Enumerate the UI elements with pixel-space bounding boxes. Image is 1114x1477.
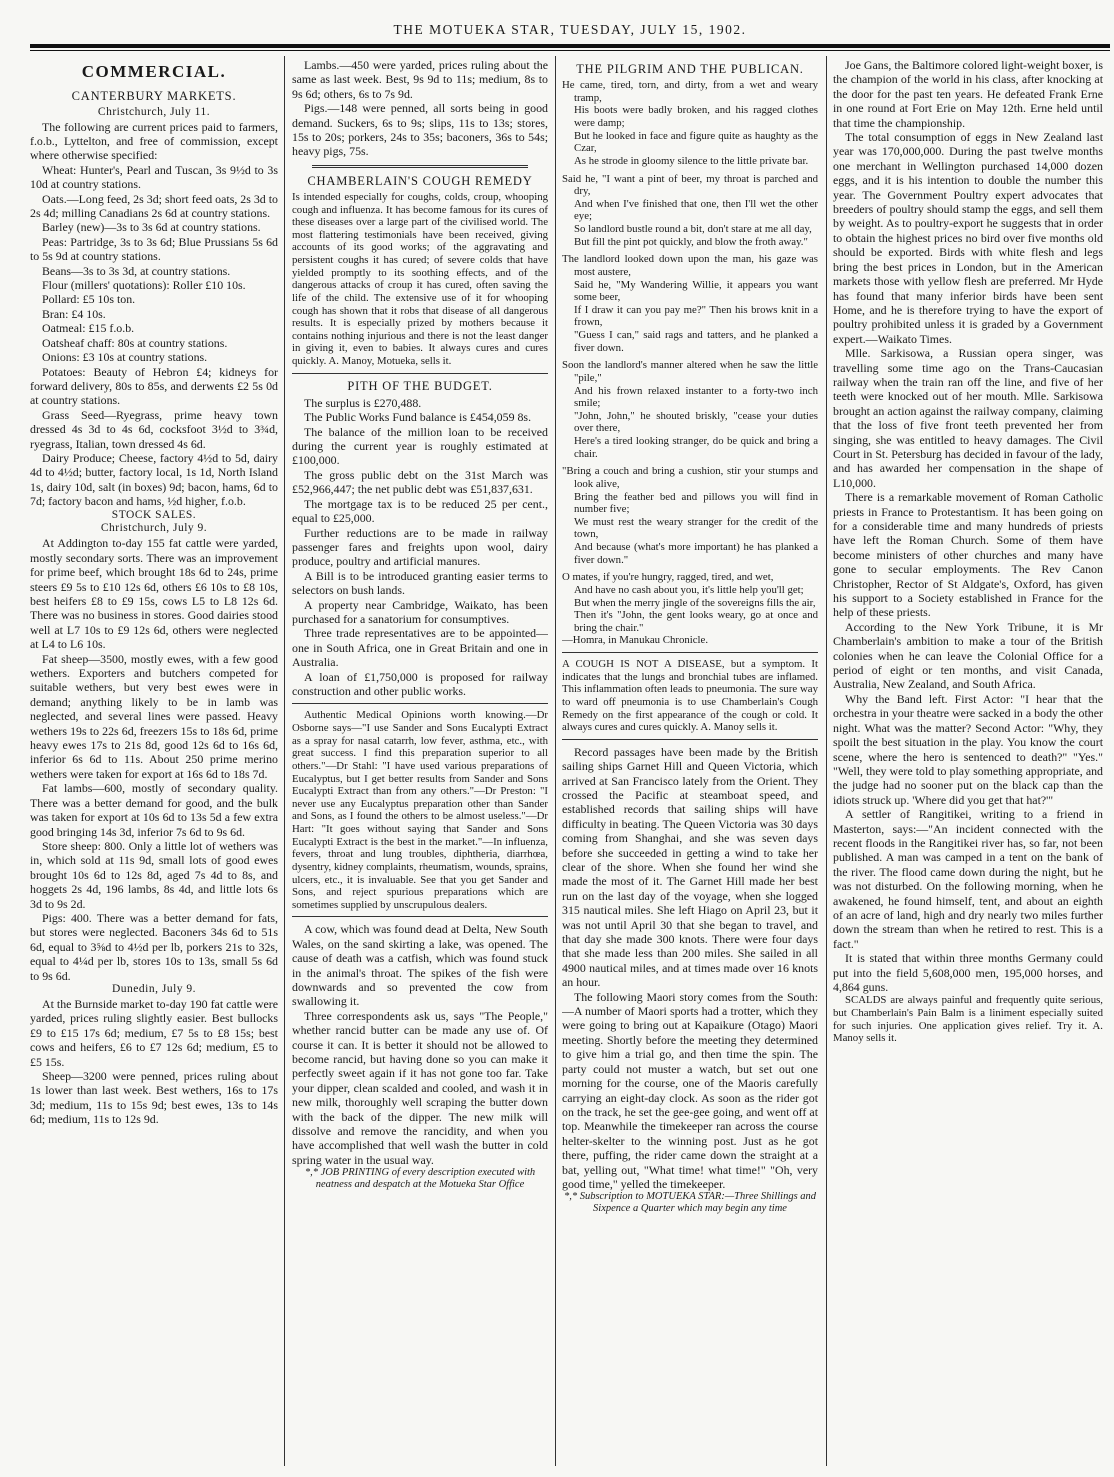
headline: STOCK SALES. [111, 508, 197, 521]
paragraph: Pigs: 400. There was a better demand for fats, but stores were neglected. Baconers 34s 6d to 51s 6d, equal to 3⅝d to 4½d per lb, porkers 21s to 32s, equal to 4¼d per lb, stores 10s to 13s, small 5s 6d to 9s 6d. [30, 910, 278, 983]
paragraph: Lambs.—450 were yarded, prices ruling about the same as last week. Best, 9s 9d to 11s; medium, 8s to 9s 6d; others, 6s to 7s 9d. [292, 58, 548, 101]
paragraph: Store sheep: 800. Only a little lot of wethers was in, which sold at 11s 9d, small lots of good ewes brought 10s 6d to 12s 8d, aged 7s 4d to 8s, and hoggets 2s 4d, 196 lambs, 8s 4d, and little lots 6s 3d to 9s 2d. [30, 838, 278, 911]
paragraph: The mortgage tax is to be reduced 25 per cent., equal to £25,000. [292, 496, 548, 526]
divider [562, 652, 818, 653]
column-divider [555, 56, 556, 1466]
divider [292, 373, 548, 374]
paragraph: Record passages have been made by the British sailing ships Garnet Hill and Queen Victoria, which arrived at San Francisco lately from the Orient. They crossed the Pacific at steamboat speed, and established records that sailing ships will have difficulty in beating. The Queen Victoria was 30 days coming from Shanghai, and she was seven days before she succeeded in getting a wind to take her clear of the shore. When she found her wind she made the most of it. The Garnet Hill made her best run on the last day of the voyage, when she logged 315 nautical miles. She left Hiago on April 23, but it was not until April 30 that she began to travel, and that day she made 300 knots. There were four days that she made less than 200 miles. She sailed in all 4900 nautical miles, and at times made over 16 knots an hour. [562, 744, 818, 990]
paragraph: Beans—3s to 3s 3d, at country stations. [42, 263, 231, 278]
paragraph: Sheep—3200 were penned, prices ruling about 1s lower than last week. Best wethers, 16s to 17s 3d; medium, 11s to 15s 9d; best ewes, 13s to 14s 6d; medium, 11s to 12s 9d. [30, 1068, 278, 1127]
paragraph: Peas: Partridge, 3s to 3s 6d; Blue Prussians 5s 6d to 5s 9d at country stations. [30, 234, 278, 264]
poem-stanza: Said he, "I want a pint of beer, my throat is parched and dry, And when I've finished that one, then I'll wet the other eye; So landlord bustle round a bit, don't stare at me all day, But fill the pint pot quickly, and blow the froth away." [562, 172, 818, 248]
paragraph: There is a remarkable movement of Roman Catholic priests in France to Protestantism. It has been going on for a considerable time and many hundreds of priests have left the Roman Church. Some of them have become ministers of other churches and many have gone to secular employments. The Rev Canon Christopher, Rector of St Aldgate's, Oxford, has given his support to a Society established in France for the help of these priests. [833, 490, 1103, 620]
masthead: THE MOTUEKA STAR, TUESDAY, JULY 15, 1902. [393, 22, 747, 37]
divider [292, 703, 548, 704]
paragraph: At Addington to-day 155 fat cattle were yarded, mostly secondary sorts. There was an improvement for prime beef, which brought 18s 6d to 24s, prime steers £9 5s to £10 12s 6d, others £6 10s to £8 10s, best heifers £8 to £9 15s, cows L5 to L8 12s 6d. There was no business in stores. Good dairies stood well at L7 10s to £9 12s 6d, others were neglected at L4 to L6 10s. [30, 536, 278, 652]
advert-text: Authentic Medical Opinions worth knowing.—Dr Osborne says—"I use Sander and Sons Eucalypti Extract as a spray for nasal catarrh, low fever, asthma, etc., with great success. I find this preparation superior to all others."—Dr Stahl: "I have used various preparations of Eucalyptus, but I get better results from Sander and Sons Eucalypti Extract than from any others."—Dr Preston: "I never use any Eucalyptus preparation other than Sander and Sons, as I found the others to be almost useless."—Dr Hart: "It goes without saying that Sander and Sons Eucalypti Extract is the best in the market."—In influenza, fevers, throat and lung troubles, diphtheria, diarrhœa, dysentry, kidney complaints, rheumatism, wounds, sprains, ulcers, etc., it is invaluable. See that you get Sander and Sons, and reject spurious preparations which are sometimes supplied by unscrupulous dealers. [292, 709, 548, 911]
job-printing-notice: *,* JOB PRINTING of every description executed with neatness and despatch at the Motueka Star Office [304, 1167, 536, 1191]
paragraph: The surplus is £270,488. [304, 395, 422, 410]
paragraph: A settler of Rangitikei, writing to a friend in Masterton, says:—"An incident connected with the recent floods in the Rangitikei river has, so far, not been published. A man was camped in a tent on the bank of the river. The flood came down during the night, but he was not disturbed. On the following morning, when he awakened, he found himself, tent, and about an eighth of an acre of land, high and dry nearly two miles further down the stream than when he retired to rest. This is a fact." [833, 807, 1103, 951]
headline: PITH OF THE BUDGET. [347, 378, 493, 393]
column-4 [833, 58, 1103, 1468]
paragraph: The balance of the million loan to be received during the current year is roughly estimated at £100,000. [292, 424, 548, 468]
column-commercial [30, 58, 278, 1468]
paragraph: Potatoes: Beauty of Hebron £4; kidneys for forward delivery, 80s to 85s, and derwents £2 5s 0d at country stations. [30, 364, 278, 408]
paragraph: Oatmeal: £15 f.o.b. [42, 321, 135, 336]
advert-text: SCALDS are always painful and frequently quite serious, but Chamberlain's Pain Balm is a liniment especially suited for such injuries. One application gives relief. Try it. A. Manoy sells it. [833, 994, 1103, 1045]
paragraph: It is stated that within three months Germany could put into the field 5,608,000 men, 195,000 horses, and 4,864 guns. [833, 951, 1103, 994]
paragraph: Why the Band left. First Actor: "I hear that the orchestra in your theatre were sacked in a body the other night. What was the matter? Second Actor: "Why, they spoilt the best situation in the play. You know the court scene, where the hero is sentenced to death?" "Yes." "Well, they were told to play something appropriate, and the judge had no sooner put on the black cap than the idiots struck up. 'Where did you get that hat?'" [833, 691, 1103, 807]
paragraph: Bran: £4 10s. [42, 306, 106, 321]
paragraph: The following Maori story comes from the South:—A number of Maori sports had a trotter, which they were going to bring out at Kapaikure (Otago) Maori meeting. Shortly before the meeting they determined to give him a trial go, and then time the spin. The party could not muster a watch, but set out one morning for the course, one of the Maoris carefully carrying an eight-day clock. As soon as the rider got on the track, he set the gee-gee going, and went off at top. Meanwhile the timekeeper ran across the course helter-skelter to the winning post. Just as he got there, puffing, the rider came down the straight at a bat, yelling out, "What time! what time!" "Oh, very good time," yelled the timekeeper. [562, 989, 818, 1191]
paragraph: A cow, which was found dead at Delta, New South Wales, on the sand skirting a lake, was opened. The cause of death was a catfish, which was found stuck in the animal's throat. The spikes of the fish were downwards and so prevented the cow from swallowing it. [292, 922, 548, 1009]
advert-title: CHAMBERLAIN'S COUGH REMEDY [307, 173, 533, 188]
paragraph: Oatsheaf chaff: 80s at country stations. [42, 335, 228, 350]
paragraph: The gross public debt on the 31st March was £52,966,447; the net public debt was £51,837,631. [292, 467, 548, 497]
poem-credit: —Homra, in Manukau Chronicle. [562, 634, 709, 647]
paragraph: Wheat: Hunter's, Pearl and Tuscan, 3s 9½d to 3s 10d at country stations. [30, 162, 278, 192]
headline: CANTERBURY MARKETS. [71, 88, 237, 103]
paragraph: Grass Seed—Ryegrass, prime heavy town dressed 4s 3d to 4s 6d, cocksfoot 3½d to 3¾d, ryegrass, Italian, town dressed 4s 6d. [30, 407, 278, 451]
advert-text: A COUGH IS NOT A DISEASE, but a symptom. It indicates that the lungs and bronchial tubes are inflamed. This inflammation often leads to pneumonia. The sure way to ward off pneumonia is to use Chamberlain's Cough Remedy on the first appearance of the cough or cold. It always cures and cures quickly. A. Manoy sells it. [562, 658, 818, 734]
paragraph: A Bill is to be introduced granting easier terms to selectors on bush lands. [292, 568, 548, 598]
column-divider [826, 56, 827, 1466]
paragraph: Pollard: £5 10s ton. [42, 292, 136, 307]
divider [312, 165, 528, 168]
divider [292, 916, 548, 917]
paragraph: Fat lambs—600, mostly of secondary quality. There was a better demand for good, and the bulk was taken for export at 10s 6d to 13s 5d a few extra good bringing 14s 3d, inferior 7s 6d to 9s 6d. [30, 781, 278, 839]
divider [562, 739, 818, 740]
dateline: Christchurch, July 11. [97, 105, 211, 118]
paragraph: The following are current prices paid to farmers, f.o.b., Lyttelton, and free of commission, except where otherwise specified: [30, 119, 278, 163]
paragraph: A property near Cambridge, Waikato, has been purchased for a sanatorium for consumptives. [292, 597, 548, 626]
paragraph: Dairy Produce; Cheese, factory 4½d to 5d, dairy 4d to 4½d; butter, factory local, 1s 1d, North Island 1s, dairy 10d, salt (in boxes) 9d; bacon, hams, 6d to 7d; factory bacon and hams, ½d higher, f.o.b. [30, 450, 278, 509]
paragraph: Mlle. Sarkisowa, a Russian opera singer, was travelling some time ago on the Trans-Caucasian railway when the train ran off the line, and five of her teeth were knocked out of her mouth. Mlle. Sarkisowa brought an action against the railway company, claiming that the loss of five front teeth prevented her from singing, she was entitled to heavy damages. The Civil Court in St. Petersburg has decided in favour of the lady, and has awarded her compensation in the shape of L10,000. [833, 346, 1103, 490]
paragraph: Onions: £3 10s at country stations. [42, 350, 208, 365]
paragraph: Three trade representatives are to be appointed—one in South Africa, one in Great Britain and one in Australia. [292, 626, 548, 670]
poem-stanza: He came, tired, torn, and dirty, from a wet and weary tramp, His boots were badly broken, and his ragged clothes were damp; But he looked in face and figure quite as haughty as the Czar, As he strode in gloomy silence to the little private bar. [562, 79, 818, 167]
masthead-rule-thin [30, 50, 1110, 51]
paragraph: The Public Works Fund balance is £454,059 8s. [304, 410, 532, 425]
paragraph: A loan of £1,750,000 is proposed for railway construction and other public works. [292, 669, 548, 698]
subscription-notice: *,* Subscription to MOTUEKA STAR:—Three Shillings and Sixpence a Quarter which may begin any time [563, 1191, 817, 1215]
poem-stanza: "Bring a couch and bring a cushion, stir your stumps and look alive, Bring the feather bed and pillows you will find in number five; We must rest the weary stranger for the credit of the town, And because (what's more important) he has planked a fiver down." [562, 465, 818, 566]
dateline: Christchurch, July 9. [100, 522, 208, 535]
poem-stanza: O mates, if you're hungry, ragged, tired, and wet, And have no cash about you, it's little help you'll get; But when the merry jingle of the sovereigns fills the air, Then it's "John, the gent looks weary, go at once and bring the chair." [562, 571, 818, 634]
paragraph: Fat sheep—3500, mostly ewes, with a few good wethers. Exporters and butchers competed for suitable wethers, but very best ewes were in demand; anything likely to be in lamb was neglected, and several lines were passed. Heavy wethers 19s to 22s 6d, freezers 15s to 18s 6d, prime heavy ewes 17s to 21s 8d, good 12s 6d to 16s 6d, inferior 6s 6d to 11s. About 250 prime merino wethers were taken for export at 16s 6d to 18s 7d. [30, 651, 278, 781]
poem-stanza: Soon the landlord's manner altered when he saw the little "pile," And his frown relaxed instanter to a forty-two inch smile; "John, John," he shouted briskly, "cease your duties over there, Here's a tired looking stranger, do be quick and bring a chair. [562, 359, 818, 460]
paragraph: Three correspondents ask us, says "The People," whether rancid butter can be made any use of. Of course it can. It is better it should not be allowed to become rancid, but having done so you can make it perfectly sweet again if it has not gone too far. Take your dipper, clean scalded and cooled, and wash it in new milk, thoroughly well scraping the butter down with the back of the dipper. The new milk will dissolve and remove the rancidity, and when you have accomplished that well wash the butter in cold spring water in the usual way. [292, 1008, 548, 1167]
section-title: COMMERCIAL. [81, 62, 227, 81]
poem-stanza: The landlord looked down upon the man, his gaze was most austere, Said he, "My Wandering Willie, it appears you want some beer, If I draw it can you pay me?" Then his brows knit in a frown, "Guess I can," said rags and tatters, and he planked a fiver down. [562, 253, 818, 354]
paragraph: According to the New York Tribune, it is Mr Chamberlain's ambition to make a tour of the British colonies when he can leave the Colonial Office for a period of eight or ten months, and visit Canada, Australia, New Zealand, and South Africa. [833, 619, 1103, 692]
poem-title: THE PILGRIM AND THE PUBLICAN. [576, 62, 804, 76]
paragraph: Barley (new)—3s to 3s 6d at country stations. [42, 220, 261, 235]
advert-text: Is intended especially for coughs, colds, croup, whooping cough and influenza. It has become famous for its cures of these diseases over a large part of the civilised world. The most flattering testimonials have been received, giving accounts of its good works; of the aggravating and persistent coughs it has cured; of severe colds that have yielded promptly to its soothing effects, and of the dangerous attacks of croup it has cured, often saving the life of the child. The extensive use of it for whooping cough has shown that it robs that disease of all dangerous results. It is especially prized by mothers because it contains nothing injurious and there is not the least danger in giving it, even to babies. It always cures and cures quickly. A. Manoy, Motueka, sells it. [292, 190, 548, 368]
paragraph: The total consumption of eggs in New Zealand last year was 170,000,000. During the past twelve months one merchant in Wellington purchased 14,000 dozen eggs, and it is his intention to double the number this year. The Government Poultry expert advocates that breeders of poultry should stamp the eggs, and sell them by weight. As to poultry-export he suggests that in order to obtain the highest prices no bird over five months old should be exported. Birds with white flesh and legs bring the best prices in London, but in the American markets those with yellow flesh are preferred. Mr Hyde has found that many inferior birds have been sent Home, and he is therefore trying to have the export of poultry prohibited unless it is graded by a Government expert.—Waikato Times. [833, 130, 1103, 346]
paragraph: Flour (millers' quotations): Roller £10 10s. [42, 278, 246, 293]
dateline: Dunedin, July 9. [111, 982, 197, 995]
paragraph: Further reductions are to be made in railway passenger fares and freights upon wool, dairy produce, poultry and artificial manures. [292, 525, 548, 569]
paragraph: Oats.—Long feed, 2s 3d; short feed oats, 2s 3d to 2s 4d; milling Canadians 2s 6d at country stations. [30, 191, 278, 221]
paragraph: At the Burnside market to-day 190 fat cattle were yarded, prices ruling slightly easier. Best bullocks £9 to £15 17s 6d; medium, £7 5s to £8 15s; best cows and heifers, £6 to £7 12s 6d; medium, £5 to £5 15s. [30, 996, 278, 1069]
paragraph: Pigs.—148 were penned, all sorts being in good demand. Suckers, 6s to 9s; slips, 11s to 13s; stores, 15s to 20s; porkers, 24s to 35s; baconers, 36s to 54s; heavy pigs, 75s. [292, 101, 548, 159]
column-3 [562, 58, 818, 1468]
column-divider [284, 56, 285, 1466]
masthead-rule [30, 44, 1110, 48]
column-2 [292, 58, 548, 1468]
paragraph: Joe Gans, the Baltimore colored light-weight boxer, is the champion of the world in his class, after knocking at the door for the past ten years. He defeated Frank Erne in one round at Fort Erie on May 12th. Erne held until that time the championship. [833, 58, 1103, 130]
